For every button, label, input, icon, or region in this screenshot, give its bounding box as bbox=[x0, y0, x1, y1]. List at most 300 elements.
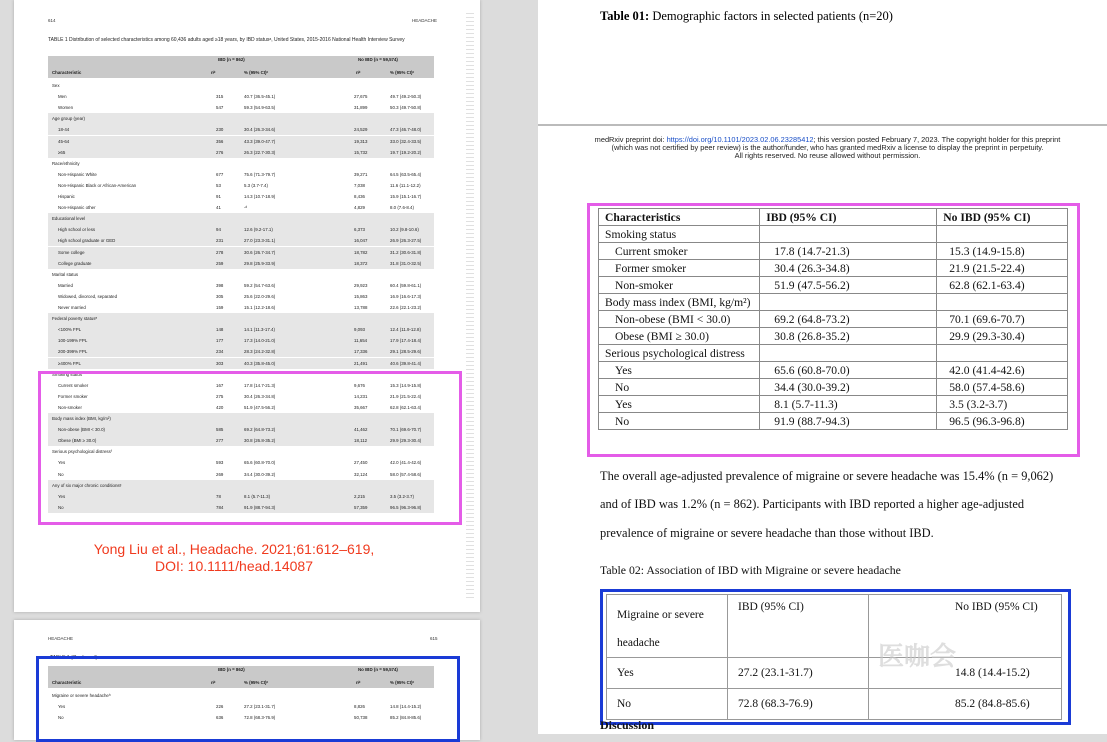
table-row bbox=[599, 396, 1068, 413]
table-row bbox=[607, 689, 1062, 720]
table-row bbox=[599, 379, 1068, 396]
t1-col-ibd: IBD (95% CI) bbox=[760, 209, 937, 226]
row-label: Some college bbox=[58, 249, 85, 255]
row-label: Current smoker bbox=[599, 243, 760, 260]
cell-n1: 148 bbox=[216, 327, 224, 333]
cell-p1: 25.6 (22.0-29.6) bbox=[244, 293, 276, 299]
cell-p1: 34.4 (30.0-39.2) bbox=[244, 471, 276, 477]
t1-col-noibd: No IBD (95% CI) bbox=[937, 209, 1068, 226]
citation-line-2: DOI: 10.1111/head.14087 bbox=[154, 558, 313, 574]
download-strip bbox=[466, 10, 474, 600]
row-label: <100% FPL bbox=[58, 327, 82, 333]
cell-ibd: 51.9 (47.5-56.2) bbox=[760, 277, 937, 294]
table02-header bbox=[607, 595, 1062, 658]
row-label: 45-64 bbox=[58, 138, 70, 144]
row-label: Widowed, divorced, separated bbox=[58, 293, 118, 299]
table-row bbox=[599, 345, 1068, 362]
cell-p2: 10.2 (9.8-10.6) bbox=[390, 227, 419, 233]
table02-title: Table 02: Association of IBD with Migraine or severe headache bbox=[600, 563, 901, 577]
cell-n1: 315 bbox=[216, 94, 224, 100]
page-number: 614 bbox=[48, 18, 56, 23]
row-label: Non-obese (BMI < 30.0) bbox=[599, 311, 760, 328]
table-caption: TABLE 1 Distribution of selected characteristics among 60,436 adults aged ≥18 years, by IBD statusᵃ, United States, 2015-2016 National Health Interview Survey bbox=[48, 37, 405, 43]
cell-p2: 22.6 (22.1-23.2) bbox=[390, 305, 422, 310]
cell-n2: 32,124 bbox=[354, 471, 368, 477]
table-row bbox=[48, 136, 434, 147]
col-noibd: No IBD (n = 59,574) bbox=[358, 57, 398, 62]
table-row bbox=[48, 224, 434, 235]
cont-col-ibd: IBD (n = 862) bbox=[218, 667, 245, 672]
table-row bbox=[599, 277, 1068, 294]
table-group-row bbox=[48, 80, 434, 91]
cell-n1: 269 bbox=[216, 471, 224, 477]
row-label: Never married bbox=[58, 305, 86, 310]
row-label: Yes bbox=[599, 362, 760, 379]
cell-n2: 9,676 bbox=[354, 382, 365, 388]
row-label: Serious psychological distress bbox=[599, 345, 760, 362]
cont-col-pct-noibd: % (95% CI)ᶜ bbox=[390, 680, 415, 685]
row-label: No bbox=[599, 413, 760, 430]
table-row bbox=[48, 358, 434, 369]
cell-n2: 18,372 bbox=[354, 260, 368, 266]
table-row bbox=[599, 243, 1068, 260]
cell-n2: 41,462 bbox=[354, 427, 368, 433]
cell-noibd: 70.1 (69.6-70.7) bbox=[937, 311, 1068, 328]
cell-p2: 50.3 (49.7-50.8) bbox=[390, 105, 422, 111]
cell-p1: 26.3 (22.7-30.3) bbox=[244, 149, 276, 155]
row-label: Body mass index (BMI, kg/m²) bbox=[599, 294, 760, 311]
row-label: ≥400% FPL bbox=[58, 360, 81, 366]
row-label: Smoking status bbox=[52, 371, 83, 377]
table-group-row bbox=[48, 213, 434, 224]
medrxiv-pre: medRxiv preprint doi: bbox=[594, 135, 667, 144]
t2-col-char-2: headache bbox=[617, 637, 660, 649]
cont-col-noibd: No IBD (n = 59,574) bbox=[358, 667, 398, 672]
col-pct-noibd: % (95% CI)ᶜ bbox=[390, 70, 415, 75]
table-group-row bbox=[48, 158, 434, 169]
cell-p1: 17.3 (14.0-21.0) bbox=[244, 338, 276, 344]
highlight-box-magenta bbox=[38, 371, 462, 525]
table-row bbox=[599, 294, 1068, 311]
cell-p1: 27.2 (23.1-31.7) bbox=[244, 704, 276, 709]
cell-p2: 29.1 (28.5-29.6) bbox=[390, 349, 422, 355]
cell-ibd: 91.9 (88.7-94.3) bbox=[760, 413, 937, 430]
cont-col-n-noibd: nᵇ bbox=[356, 680, 361, 685]
t2-col-char bbox=[607, 595, 728, 658]
cell-noibd bbox=[937, 345, 1068, 362]
cell-p1: 27.0 (23.3-31.1) bbox=[244, 238, 276, 244]
cell-p2: 64.5 (63.5-65.4) bbox=[390, 171, 422, 177]
table-row bbox=[48, 280, 434, 291]
table-group-row bbox=[48, 113, 434, 124]
cell-n2: 29,923 bbox=[354, 282, 368, 288]
cell-noibd: 96.5 (96.3-96.8) bbox=[937, 413, 1068, 430]
discussion-heading: Discussion bbox=[600, 718, 655, 732]
medrxiv-notice bbox=[548, 136, 1107, 160]
cell-p2: 49.7 (49.2-50.3) bbox=[390, 94, 422, 100]
cell-ibd: 30.8 (26.8-35.2) bbox=[760, 328, 937, 345]
cell-n2: 8,826 bbox=[354, 704, 365, 709]
cell-n1: 585 bbox=[216, 427, 224, 433]
cont-col-pct-ibd: % (95% CI)ᶜ bbox=[244, 680, 269, 685]
cell-p1: 75.6 (71.3-79.7) bbox=[244, 171, 276, 177]
t2-col-char-1: Migraine or severe bbox=[617, 609, 704, 621]
cell-n2: 17,336 bbox=[354, 349, 368, 355]
paragraph-line-1: The overall age-adjusted prevalence of migraine or severe headache was 15.4% (n = 9,062) bbox=[600, 469, 1054, 483]
row-label: Former smoker bbox=[599, 260, 760, 277]
cell-n1: 91 bbox=[216, 194, 221, 199]
row-label: Obese (BMI ≥ 30.0) bbox=[599, 328, 760, 345]
row-label: Married bbox=[58, 282, 73, 288]
table01-header bbox=[599, 209, 1068, 226]
t2-col-noibd: No IBD (95% CI) bbox=[869, 595, 1062, 658]
citation-line-1: Yong Liu et al., Headache. 2021;61:612–619, bbox=[93, 541, 375, 557]
col-n-ibd: nᵇ bbox=[211, 70, 216, 75]
cell-p1: 30.4 (26.3-34.6) bbox=[244, 127, 276, 133]
table02-body bbox=[607, 658, 1062, 720]
paragraph-line-2: and of IBD was 1.2% (n = 862). Participants with IBD reported a higher age-adjusted bbox=[600, 497, 1025, 511]
cell-p1: 14.3 (10.7-18.9) bbox=[244, 194, 276, 199]
cell-p1: 65.6 (60.8-70.0) bbox=[244, 460, 276, 466]
cell-n1: 547 bbox=[216, 105, 224, 111]
col-pct-ibd: % (95% CI)ᶜ bbox=[244, 70, 269, 75]
cell-p2: 31.8 (31.0-32.5) bbox=[390, 260, 422, 266]
journal-page-2 bbox=[14, 620, 480, 740]
cell-p1: 30.8 (26.8-35.2) bbox=[244, 438, 276, 444]
table01-title-bold: Table 01: bbox=[600, 9, 650, 23]
cell-n2: 18,782 bbox=[354, 249, 368, 255]
cell-n1: 226 bbox=[216, 704, 224, 709]
cell-n1: 636 bbox=[216, 715, 224, 720]
cell-p2: 47.3 (46.7-48.0) bbox=[390, 127, 422, 133]
cell-ibd: 34.4 (30.0-39.2) bbox=[760, 379, 937, 396]
col-ibd: IBD (n = 862) bbox=[218, 57, 245, 62]
page2-running-head: HEADACHE bbox=[48, 636, 74, 641]
table01-title bbox=[600, 9, 893, 24]
cell-n1: 277 bbox=[216, 438, 224, 444]
table-row bbox=[48, 291, 434, 302]
paragraph-line-3: prevalence of migraine or severe headache than those without IBD. bbox=[600, 526, 934, 540]
cell-p2: 96.5 (96.3-96.8) bbox=[390, 504, 422, 510]
cell-n1: 259 bbox=[216, 260, 224, 266]
cell-p2: 70.1 (69.6-70.7) bbox=[390, 427, 422, 433]
row-label: High school or less bbox=[58, 227, 96, 233]
continued-caption: TABLE 1 (Continued) bbox=[50, 655, 98, 661]
cell-p1: 15.1 (12.2-18.6) bbox=[244, 305, 276, 310]
cell-n2: 4,829 bbox=[354, 205, 365, 211]
row-label: Non-Hispanic other bbox=[58, 205, 96, 211]
cell-n1: 94 bbox=[216, 227, 221, 233]
cell-noibd bbox=[937, 294, 1068, 311]
cell-noibd: 21.9 (21.5-22.4) bbox=[937, 260, 1068, 277]
cell-p1: 14.1 (11.3-17.4) bbox=[244, 327, 275, 333]
cell-n1: 593 bbox=[216, 460, 224, 466]
cell-p2: 3.5 (3.2-3.7) bbox=[390, 493, 414, 499]
cell-n2: 31,899 bbox=[354, 105, 368, 111]
cell-noibd: 14.8 (14.4-15.2) bbox=[869, 658, 1062, 689]
row-label: 18-44 bbox=[58, 127, 70, 133]
row-label: Age group (year) bbox=[52, 116, 85, 122]
highlight-box-blue-left bbox=[36, 656, 460, 742]
medrxiv-line-3: All rights reserved. No reuse allowed without permission. bbox=[734, 151, 921, 160]
cell-n2: 18,112 bbox=[354, 438, 368, 444]
row-label: Serious psychological distressᶠ bbox=[52, 449, 112, 455]
row-label: Yes bbox=[58, 460, 66, 466]
cell-n1: 305 bbox=[216, 293, 224, 299]
table-row bbox=[48, 147, 434, 158]
cell-p2: 58.0 (57.4-58.6) bbox=[390, 471, 422, 477]
row-label: High school graduate or GED bbox=[58, 238, 116, 244]
cell-n2: 16,047 bbox=[354, 238, 368, 244]
cell-p2: 12.4 (11.9-12.8) bbox=[390, 327, 421, 333]
row-label: Educational level bbox=[52, 216, 86, 222]
cell-p1: 59.2 (54.7-63.6) bbox=[244, 282, 276, 288]
cell-n2: 15,732 bbox=[354, 149, 368, 155]
row-label: Men bbox=[58, 94, 67, 100]
cell-p1: 51.9 (47.5-56.2) bbox=[244, 404, 276, 410]
table-row bbox=[48, 302, 434, 313]
cell-p1: 28.3 (24.2-32.8) bbox=[244, 349, 276, 355]
cell-noibd: 85.2 (84.8-85.6) bbox=[869, 689, 1062, 720]
page-divider bbox=[538, 124, 1107, 126]
cell-noibd: 62.8 (62.1-63.4) bbox=[937, 277, 1068, 294]
cell-n2: 27,450 bbox=[354, 460, 368, 466]
cell-n2: 19,313 bbox=[354, 138, 368, 144]
row-label: Race/ethnicity bbox=[52, 160, 80, 166]
cell-p2: 15.9 (15.1-16.7) bbox=[390, 194, 422, 199]
cell-p2: 85.2 (84.8-85.6) bbox=[390, 715, 422, 720]
row-label: Non-smoker bbox=[58, 404, 82, 410]
t1-col-char: Characteristics bbox=[599, 209, 760, 226]
journal-page bbox=[14, 0, 480, 612]
cell-p2: 40.6 (39.8-41.4) bbox=[390, 360, 422, 366]
table01 bbox=[598, 208, 1068, 430]
cell-n1: 41 bbox=[216, 205, 221, 211]
cell-p1: 5.3 (3.7-7.4) bbox=[244, 182, 268, 188]
cell-n1: 303 bbox=[216, 360, 224, 366]
row-label: Yes bbox=[599, 396, 760, 413]
cell-n2: 9,093 bbox=[354, 327, 365, 333]
table-row bbox=[607, 658, 1062, 689]
cell-ibd: 69.2 (64.8-73.2) bbox=[760, 311, 937, 328]
watermark: 医咖会 bbox=[878, 641, 957, 671]
cell-p2: 26.9 (26.3-27.5) bbox=[390, 238, 422, 244]
row-label: ≥65 bbox=[58, 149, 66, 155]
cell-n1: 356 bbox=[216, 138, 224, 144]
row-label: Yes bbox=[58, 493, 66, 499]
cell-ibd: 72.8 (68.3-76.9) bbox=[728, 689, 869, 720]
row-label: Non-Hispanic Black or African-American bbox=[58, 182, 137, 188]
cell-ibd: 30.4 (26.3-34.8) bbox=[760, 260, 937, 277]
cell-n2: 11,654 bbox=[354, 338, 368, 344]
row-label: No bbox=[58, 504, 64, 510]
cell-n1: 275 bbox=[216, 393, 224, 399]
page2-number: 615 bbox=[430, 636, 438, 641]
cell-n2: 2,215 bbox=[354, 493, 365, 499]
table-row bbox=[48, 124, 434, 135]
cell-n1: 784 bbox=[216, 504, 224, 510]
cell-n1: 398 bbox=[216, 282, 224, 288]
row-label: Yes bbox=[607, 658, 728, 689]
table-row bbox=[48, 247, 434, 258]
table02 bbox=[606, 594, 1062, 720]
table-row bbox=[599, 311, 1068, 328]
citation bbox=[54, 541, 414, 575]
cell-p2: 11.6 (11.1-12.2) bbox=[390, 182, 421, 188]
cell-p2: 29.9 (29.3-30.4) bbox=[390, 438, 422, 444]
table01-title-rest: Demographic factors in selected patients (n=20) bbox=[649, 9, 893, 23]
table-row bbox=[599, 260, 1068, 277]
t2-col-ibd: IBD (95% CI) bbox=[728, 595, 869, 658]
cell-n2: 15,863 bbox=[354, 293, 368, 299]
cell-n2: 7,038 bbox=[354, 182, 365, 188]
cell-n2: 8,436 bbox=[354, 194, 365, 199]
cell-p2: 15.3 (14.9-15.8) bbox=[390, 382, 422, 388]
cell-n2: 57,359 bbox=[354, 504, 368, 510]
cont-col-n-ibd: nᵇ bbox=[211, 680, 216, 685]
running-head: HEADACHE bbox=[412, 18, 438, 23]
cell-n1: 177 bbox=[216, 338, 224, 344]
cell-p1: 72.8 (68.3-76.9) bbox=[244, 715, 276, 720]
row-label: Body mass index (BMI, kg/m²) bbox=[52, 416, 111, 421]
table-row bbox=[48, 324, 434, 335]
cell-p1: 91.9 (88.7-94.3) bbox=[244, 504, 276, 510]
table-row bbox=[48, 258, 434, 269]
cell-n2: 50,738 bbox=[354, 715, 368, 720]
cell-p1: 30.6 (26.7-34.7) bbox=[244, 249, 276, 255]
cell-p2: 19.7 (19.2-20.2) bbox=[390, 149, 422, 155]
cell-p2: 17.9 (17.4-18.4) bbox=[390, 338, 422, 344]
row-label: Yes bbox=[58, 704, 66, 709]
cell-n1: 278 bbox=[216, 249, 224, 255]
table-group-row bbox=[48, 269, 434, 280]
row-label: No bbox=[599, 379, 760, 396]
cell-n2: 14,231 bbox=[354, 393, 368, 399]
row-label: Hispanic bbox=[58, 194, 75, 199]
table-row bbox=[48, 91, 434, 102]
cell-n1: 53 bbox=[216, 182, 221, 188]
cell-p1: -ᵈ bbox=[244, 205, 248, 211]
cell-p1: 40.7 (36.5-45.1) bbox=[244, 94, 276, 100]
row-label: No bbox=[58, 715, 64, 720]
cell-p2: 31.2 (30.6-31.8) bbox=[390, 249, 422, 255]
cell-noibd: 29.9 (29.3-30.4) bbox=[937, 328, 1068, 345]
cell-n2: 24,529 bbox=[354, 127, 368, 133]
cont-group-label: Migraine or severe headacheʰ bbox=[52, 693, 111, 698]
row-label: Federal poverty statusᵉ bbox=[52, 316, 98, 322]
cell-n2: 21,491 bbox=[354, 360, 368, 366]
cell-p1: 40.3 (35.8-45.0) bbox=[244, 360, 276, 366]
row-label: Any of six major chronic conditionsᵍ bbox=[52, 482, 122, 488]
cell-noibd: 58.0 (57.4-58.6) bbox=[937, 379, 1068, 396]
cell-p1: 43.3 (39.0-47.7) bbox=[244, 138, 276, 144]
col-char: Characteristic bbox=[52, 70, 82, 75]
table-row bbox=[599, 226, 1068, 243]
table-group-row bbox=[48, 313, 434, 324]
row-label: Obese (BMI ≥ 30.0) bbox=[58, 438, 97, 444]
row-label: College graduate bbox=[58, 260, 92, 266]
cell-p1: 69.2 (64.8-73.2) bbox=[244, 427, 276, 433]
row-label: Sex bbox=[52, 83, 60, 88]
row-label: Marital status bbox=[52, 271, 79, 277]
cell-p2: 42.0 (41.4-42.6) bbox=[390, 460, 422, 466]
cell-p2: 21.9 (21.5-22.4) bbox=[390, 393, 422, 399]
table-row bbox=[599, 362, 1068, 379]
cell-noibd: 3.5 (3.2-3.7) bbox=[937, 396, 1068, 413]
row-label: Non-obese (BMI < 30.0) bbox=[58, 427, 105, 433]
cell-n1: 167 bbox=[216, 382, 224, 388]
cell-ibd: 17.8 (14.7-21.3) bbox=[760, 243, 937, 260]
table-header bbox=[48, 56, 434, 78]
cell-noibd: 15.3 (14.9-15.8) bbox=[937, 243, 1068, 260]
cell-n1: 78 bbox=[216, 493, 221, 499]
preprint-page bbox=[538, 0, 1107, 734]
table-row bbox=[48, 346, 434, 357]
row-label: 100-199% FPL bbox=[58, 338, 88, 344]
table-row bbox=[599, 328, 1068, 345]
row-label: 200-399% FPL bbox=[58, 349, 88, 355]
cell-ibd: 27.2 (23.1-31.7) bbox=[728, 658, 869, 689]
cell-n2: 6,373 bbox=[354, 227, 365, 233]
row-label: Women bbox=[58, 105, 74, 111]
cell-ibd: 65.6 (60.8-70.0) bbox=[760, 362, 937, 379]
cell-n1: 420 bbox=[216, 404, 224, 410]
table-row bbox=[48, 235, 434, 246]
cell-n2: 27,675 bbox=[354, 94, 368, 100]
table-row bbox=[48, 180, 434, 191]
cell-p1: 30.4 (26.3-34.8) bbox=[244, 393, 276, 399]
medrxiv-post: ; this version posted February 7, 2023. The copyright holder for this preprint bbox=[813, 135, 1061, 144]
cell-n1: 230 bbox=[216, 127, 224, 133]
cell-p1: 17.8 (14.7-21.3) bbox=[244, 382, 276, 388]
row-label: No bbox=[607, 689, 728, 720]
doi-link[interactable]: https://doi.org/10.1101/2023.02.06.23285412 bbox=[666, 135, 814, 144]
cell-p2: 33.0 (32.4-33.5) bbox=[390, 138, 422, 144]
cell-p1: 59.3 (54.9-63.5) bbox=[244, 105, 276, 111]
cell-p2: 62.8 (62.1-63.4) bbox=[390, 404, 422, 410]
cell-p2: 60.4 (59.8-61.1) bbox=[390, 282, 422, 288]
table-row bbox=[48, 202, 434, 213]
row-label: Non-smoker bbox=[599, 277, 760, 294]
cell-n2: 35,667 bbox=[354, 404, 368, 410]
cell-ibd: 8.1 (5.7-11.3) bbox=[760, 396, 937, 413]
cell-ibd bbox=[760, 294, 937, 311]
cell-noibd: 42.0 (41.4-42.6) bbox=[937, 362, 1068, 379]
row-label: Non-Hispanic White bbox=[58, 171, 97, 177]
row-label: Former smoker bbox=[58, 393, 88, 399]
cell-ibd bbox=[760, 226, 937, 243]
table-row bbox=[48, 335, 434, 346]
table-row bbox=[48, 102, 434, 113]
cell-p1: 29.8 (25.9-33.9) bbox=[244, 260, 276, 266]
table-row bbox=[599, 413, 1068, 430]
cell-n2: 13,788 bbox=[354, 305, 368, 310]
cont-col-char: Characteristic bbox=[52, 680, 82, 685]
row-label: No bbox=[58, 471, 64, 477]
cell-ibd bbox=[760, 345, 937, 362]
cell-p2: 14.8 (14.4-15.2) bbox=[390, 704, 422, 709]
table-row bbox=[48, 169, 434, 180]
cell-n2: 39,271 bbox=[354, 171, 368, 177]
cell-n1: 677 bbox=[216, 171, 224, 177]
row-label: Smoking status bbox=[599, 226, 760, 243]
cell-n1: 231 bbox=[216, 238, 224, 244]
table01-body bbox=[599, 226, 1068, 430]
cell-n1: 234 bbox=[216, 349, 224, 355]
cell-p2: 16.9 (16.6-17.3) bbox=[390, 293, 422, 299]
medrxiv-line-2: (which was not certified by peer review) is the author/funder, who has granted medRxiv a license to display the preprint in perpetuity. bbox=[611, 143, 1044, 152]
cell-p1: 12.6 (9.2-17.1) bbox=[244, 227, 273, 233]
